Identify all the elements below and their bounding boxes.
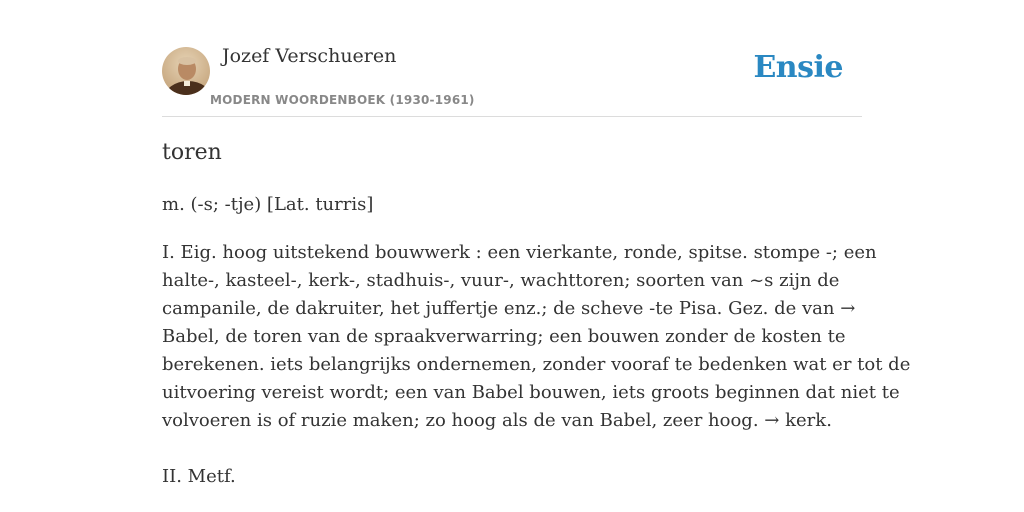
cross-reference-label: kerk. bbox=[785, 410, 832, 431]
author-avatar[interactable] bbox=[162, 47, 210, 95]
definition-line: II. Metf. bbox=[162, 466, 236, 487]
definition-line: Babel, de toren van de spraakverwarring; een bouwen zonder de kosten te bbox=[162, 326, 846, 347]
cross-reference-link-kerk[interactable] bbox=[764, 410, 832, 431]
author-photo-icon bbox=[162, 47, 210, 95]
entry-word: toren bbox=[162, 140, 222, 165]
author-name[interactable]: Jozef Verschueren bbox=[222, 45, 397, 67]
entry-grammar: m. (-s; -tje) [Lat. turris] bbox=[162, 194, 374, 215]
definition-line: uitvoering vereist wordt; een van Babel bouwen, iets groots beginnen dat niet te bbox=[162, 382, 900, 403]
definition-line: I. Eig. hoog uitstekend bouwwerk : een vierkante, ronde, spitse. stompe -; een bbox=[162, 242, 877, 263]
page bbox=[162, 0, 911, 487]
header bbox=[162, 0, 862, 117]
cross-reference-link[interactable] bbox=[840, 298, 855, 319]
paragraph-spacer bbox=[162, 435, 862, 463]
definition-text: volvoeren is of ruzie maken; zo hoog als de van Babel, zeer hoog. bbox=[162, 410, 759, 431]
definition-line: halte-, kasteel-, kerk-, stadhuis-, vuur-, wachttoren; soorten van ~s zijn de bbox=[162, 270, 840, 291]
definition-line: berekenen. iets belangrijks ondernemen, zonder vooraf te bedenken wat er tot de bbox=[162, 354, 911, 375]
ensie-logo[interactable]: Ensie bbox=[753, 50, 843, 85]
dictionary-source[interactable]: MODERN WOORDENBOEK (1930-1961) bbox=[210, 93, 475, 107]
definition-line bbox=[162, 407, 862, 435]
definition-text: campanile, de dakruiter, het juffertje enz.; de scheve -te Pisa. Gez. de van bbox=[162, 298, 835, 319]
arrow-right-icon: → bbox=[840, 298, 856, 319]
definition-line bbox=[162, 295, 862, 323]
arrow-right-icon: → bbox=[764, 410, 780, 431]
entry-definition bbox=[162, 239, 911, 491]
